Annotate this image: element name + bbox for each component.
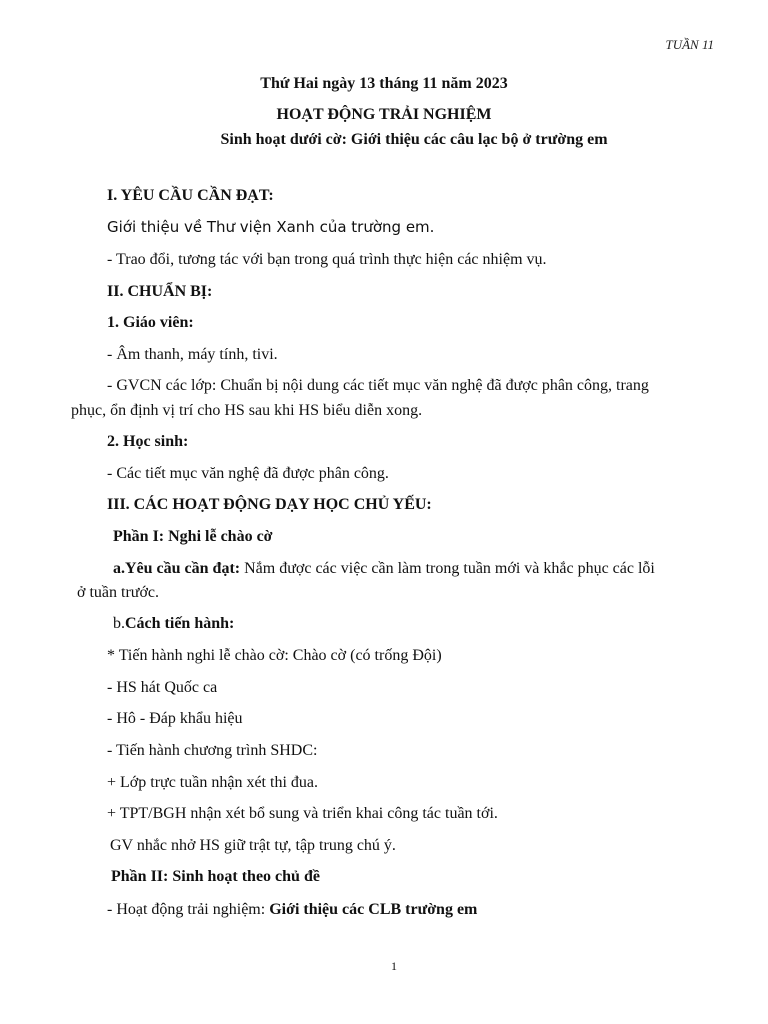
activity-title: Giới thiệu các CLB trường em xyxy=(269,901,478,918)
student-line1: - Các tiết mục văn nghệ đã được phân công. xyxy=(107,465,389,482)
teacher-line2a: - GVCN các lớp: Chuẩn bị nội dung các tiết mục văn nghệ đã được phân công, trang xyxy=(107,377,649,394)
requirement-text: Nắm được các việc cần làm trong tuần mới và khắc phục các lỗi xyxy=(240,560,655,577)
section2-heading: II. CHUẨN BỊ: xyxy=(107,283,213,300)
page-number: 1 xyxy=(391,959,397,973)
week-header: TUẦN 11 xyxy=(665,37,714,52)
requirement-line xyxy=(113,559,655,579)
procedure-line xyxy=(113,614,234,634)
activity-prefix: - Hoạt động trải nghiệm: xyxy=(107,901,270,918)
step-item: GV nhắc nhở HS giữ trật tự, tập trung chú ý. xyxy=(110,837,396,854)
subject-title: HOẠT ĐỘNG TRẢI NGHIỆM xyxy=(276,106,492,123)
procedure-prefix: b. xyxy=(113,615,125,632)
teacher-line1: - Âm thanh, máy tính, tivi. xyxy=(107,346,278,363)
section1-line1: Giới thiệu về Thư viện Xanh của trường em. xyxy=(107,218,435,236)
student-heading: 2. Học sinh: xyxy=(107,433,189,450)
date-title: Thứ Hai ngày 13 tháng 11 năm 2023 xyxy=(260,75,508,92)
topic-title: Sinh hoạt dưới cờ: Giới thiệu các câu lạc bộ ở trường em xyxy=(220,131,608,148)
requirement-line2: ở tuần trước. xyxy=(77,584,160,601)
part2-heading: Phần II: Sinh hoạt theo chủ đề xyxy=(111,868,320,885)
teacher-line2b: phục, ổn định vị trí cho HS sau khi HS biểu diễn xong. xyxy=(71,402,423,419)
section1-heading: I. YÊU CẦU CẦN ĐẠT: xyxy=(107,187,274,204)
procedure-label: Cách tiến hành: xyxy=(125,615,235,632)
step-item: + Lớp trực tuần nhận xét thi đua. xyxy=(107,774,318,791)
requirement-label: a.Yêu cầu cần đạt: xyxy=(113,560,241,577)
step-item: - Hô - Đáp khẩu hiệu xyxy=(107,710,243,727)
step-item: - HS hát Quốc ca xyxy=(107,679,218,696)
step-item: - Tiến hành chương trình SHDC: xyxy=(107,742,318,759)
section3-heading: III. CÁC HOẠT ĐỘNG DẠY HỌC CHỦ YẾU: xyxy=(107,496,432,513)
part1-heading: Phần I: Nghi lễ chào cờ xyxy=(113,528,273,545)
activity-line xyxy=(107,900,477,920)
teacher-heading: 1. Giáo viên: xyxy=(107,314,194,331)
step-item: * Tiến hành nghi lễ chào cờ: Chào cờ (có trống Đội) xyxy=(107,647,442,664)
section1-line2: - Trao đổi, tương tác với bạn trong quá trình thực hiện các nhiệm vụ. xyxy=(107,251,547,268)
step-item: + TPT/BGH nhận xét bổ sung và triển khai công tác tuần tới. xyxy=(107,805,498,822)
